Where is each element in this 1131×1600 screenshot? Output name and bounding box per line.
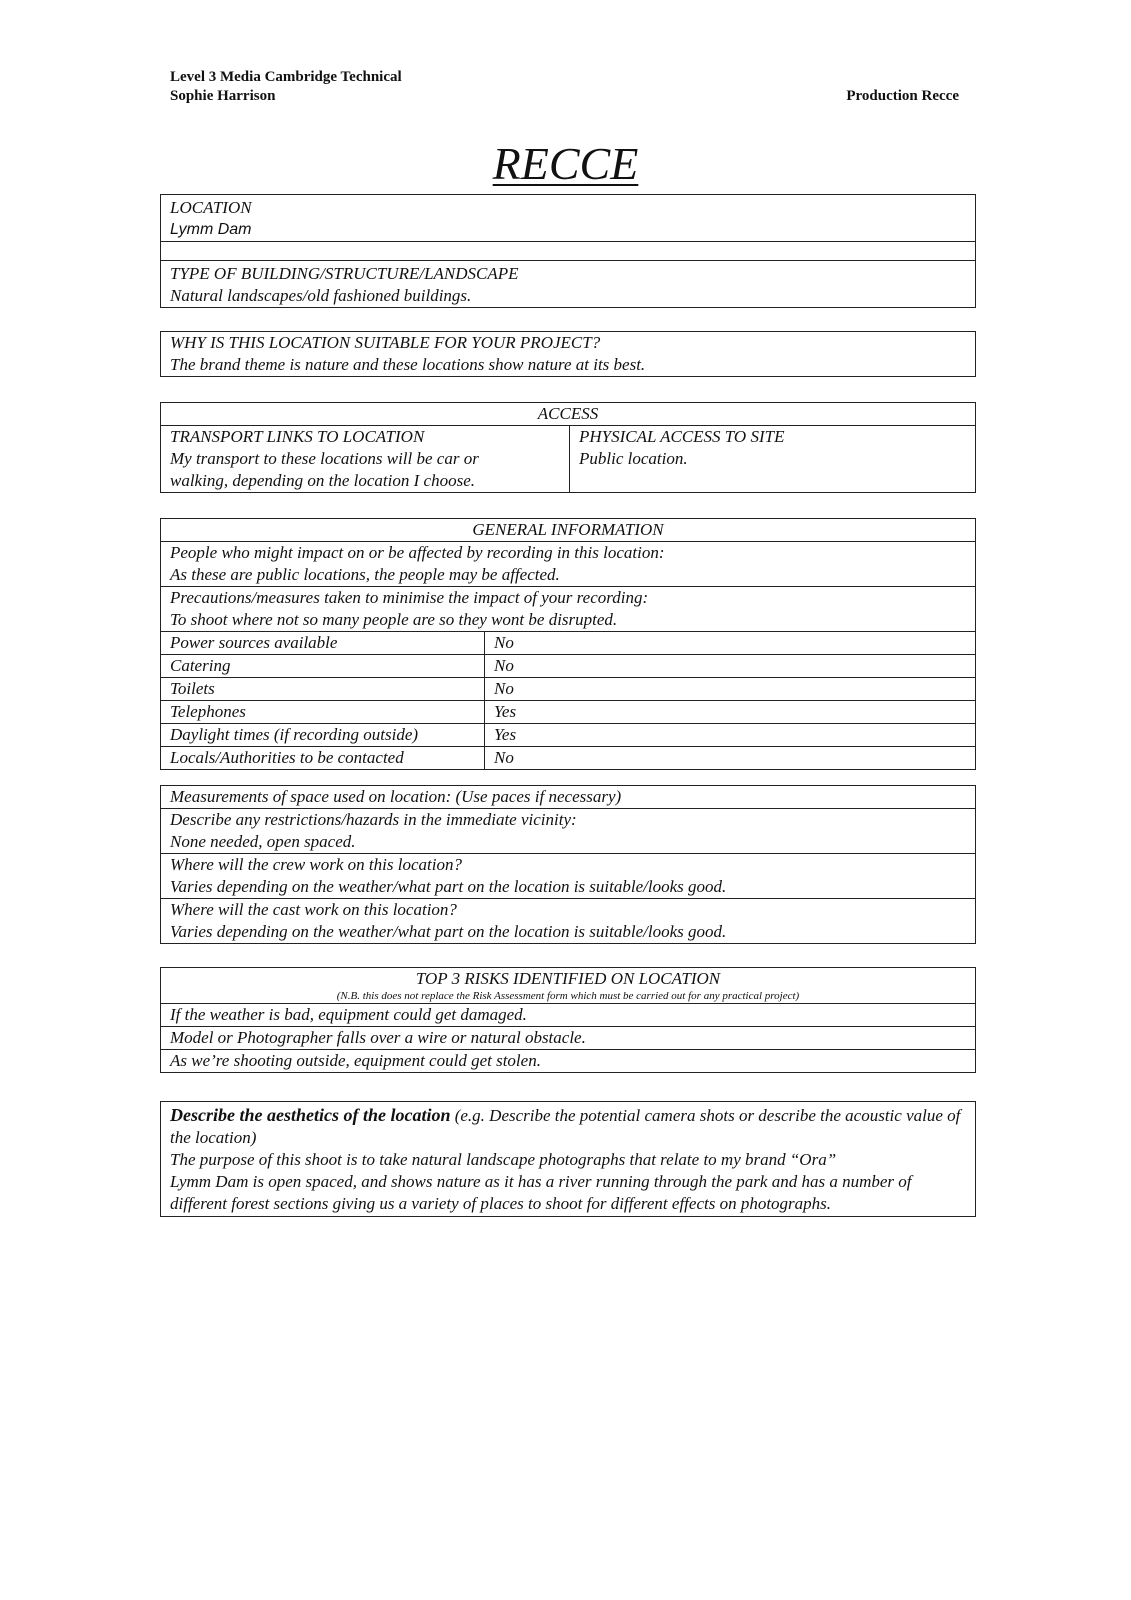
suitability-value: The brand theme is nature and these locations show nature at its best. [170, 355, 646, 374]
risk-item: Model or Photographer falls over a wire or natural obstacle. [161, 1027, 975, 1050]
info-value: Yes [494, 702, 517, 721]
aesthetics-row [161, 1102, 975, 1216]
risk-item: If the weather is bad, equipment could get damaged. [161, 1004, 975, 1027]
crew-value: Varies depending on the weather/what part on the location is suitable/looks good. [170, 877, 727, 896]
cast-row [161, 899, 975, 943]
info-row-catering [161, 655, 975, 678]
info-label: Telephones [161, 701, 485, 723]
cast-value: Varies depending on the weather/what part on the location is suitable/looks good. [170, 922, 727, 941]
aesthetics-hint: (e.g. Describe the potential camera shots or describe the acoustic value of the location) [170, 1106, 961, 1147]
course-title: Level 3 Media Cambridge Technical [170, 69, 402, 85]
document-header [170, 68, 402, 106]
transport-value-line-1: My transport to these locations will be car or [170, 449, 479, 468]
suitability-label: WHY IS THIS LOCATION SUITABLE FOR YOUR PROJECT? [170, 333, 601, 352]
info-label: Daylight times (if recording outside) [161, 724, 485, 746]
location-label: LOCATION [170, 198, 252, 217]
risks-heading: TOP 3 RISKS IDENTIFIED ON LOCATION [415, 969, 721, 988]
precautions-value: To shoot where not so many people are so they wont be disrupted. [170, 610, 618, 629]
people-label: People who might impact on or be affected by recording in this location: [170, 543, 665, 562]
aesthetics-value-line-2: Lymm Dam is open spaced, and shows nature as it has a river running through the park and has a number of different forest sections giving us a variety of places to shoot for different effects on photographs. [170, 1172, 912, 1213]
transport-label: TRANSPORT LINKS TO LOCATION [170, 427, 425, 446]
crew-row [161, 854, 975, 899]
info-value: No [494, 656, 514, 675]
info-row-power [161, 632, 975, 655]
info-value: Yes [494, 725, 517, 744]
aesthetics-prompt [170, 1104, 966, 1149]
info-row-toilets [161, 678, 975, 701]
restrictions-label: Describe any restrictions/hazards in the immediate vicinity: [170, 810, 577, 829]
access-row [161, 426, 975, 492]
info-label: Toilets [161, 678, 485, 700]
suitability-row [161, 332, 975, 376]
type-value: Natural landscapes/old fashioned buildings. [170, 286, 472, 305]
aesthetics-value-line-1: The purpose of this shoot is to take natural landscape photographs that relate to my brand “Ora” [170, 1150, 837, 1169]
restrictions-row [161, 809, 975, 854]
type-label: TYPE OF BUILDING/STRUCTURE/LANDSCAPE [170, 264, 519, 283]
precautions-row [161, 587, 975, 632]
blank-row [161, 242, 975, 261]
author-name: Sophie Harrison [170, 88, 276, 104]
people-row [161, 542, 975, 587]
aesthetics-label: Describe the aesthetics of the location [170, 1105, 451, 1125]
info-value: No [494, 633, 514, 652]
measurements-label: Measurements of space used on location: (Use paces if necessary) [161, 786, 975, 809]
page-title: RECCE [492, 138, 639, 189]
aesthetics-box [160, 1101, 976, 1217]
transport-cell [161, 426, 570, 492]
physical-access-cell [570, 426, 793, 492]
info-row-telephones [161, 701, 975, 724]
info-row-locals [161, 747, 975, 769]
space-box [160, 785, 976, 944]
location-value: Lymm Dam [170, 221, 252, 238]
info-value: No [494, 679, 514, 698]
risks-note: (N.B. this does not replace the Risk Assessment form which must be carried out for any practical project) [336, 990, 800, 1002]
transport-value-line-2: walking, depending on the location I choose. [170, 471, 475, 490]
info-label: Catering [161, 655, 485, 677]
risks-box [160, 967, 976, 1073]
physical-access-value: Public location. [579, 449, 688, 468]
location-row [161, 195, 975, 242]
risk-item: As we’re shooting outside, equipment could get stolen. [170, 1051, 541, 1070]
info-row-daylight [161, 724, 975, 747]
people-value: As these are public locations, the people may be affected. [170, 565, 560, 584]
precautions-label: Precautions/measures taken to minimise the impact of your recording: [170, 588, 649, 607]
suitability-box [160, 331, 976, 377]
document-type: Production Recce [846, 88, 959, 104]
restrictions-value: None needed, open spaced. [170, 832, 356, 851]
info-value: No [494, 748, 514, 767]
access-heading: ACCESS [161, 403, 975, 426]
access-box [160, 402, 976, 493]
risks-header-row [161, 968, 975, 1004]
physical-access-label: PHYSICAL ACCESS TO SITE [579, 427, 785, 446]
info-label: Locals/Authorities to be contacted [161, 747, 485, 769]
cast-label: Where will the cast work on this location? [170, 900, 457, 919]
location-box [160, 194, 976, 308]
info-label: Power sources available [161, 632, 485, 654]
general-heading: GENERAL INFORMATION [161, 519, 975, 542]
crew-label: Where will the crew work on this location? [170, 855, 462, 874]
type-row [161, 261, 975, 307]
general-info-box [160, 518, 976, 770]
